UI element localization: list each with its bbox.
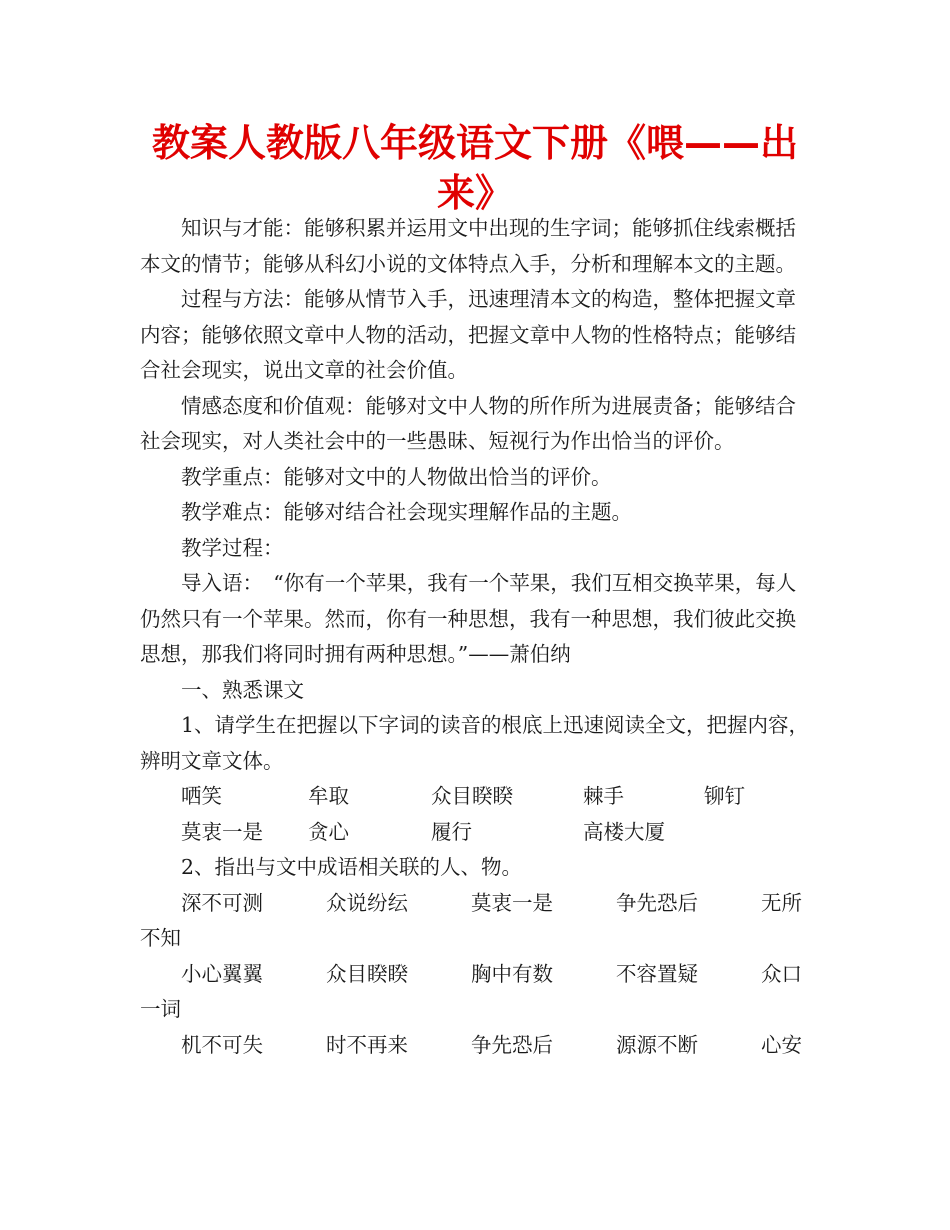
vocab-row	[140, 779, 812, 815]
vocab-word: 棘手	[583, 784, 624, 808]
idiom-row	[140, 1028, 812, 1064]
idiom: 众目睽睽	[326, 961, 408, 986]
objective-emotion: 情感态度和价值观：能够对文中人物的所作所为进展责备；能够结合社会现实，对人类社会中的一些愚昧、短视行为作出恰当的评价。	[140, 393, 796, 453]
task-2: 2、指出与文中成语相关联的人、物。	[181, 855, 523, 879]
idiom-continuation: 一词	[140, 997, 181, 1021]
idiom: 争先恐后	[616, 890, 698, 915]
idiom: 时不再来	[326, 1032, 408, 1057]
idiom: 源源不断	[616, 1032, 698, 1057]
idiom: 胸中有数	[471, 961, 553, 986]
idiom-row	[140, 957, 812, 993]
idiom: 众口	[761, 961, 802, 986]
document-title: 教案人教版八年级语文下册《喂——出来》	[151, 121, 798, 215]
document-body	[140, 211, 812, 1063]
vocab-word: 高楼大厦	[583, 819, 665, 844]
idiom: 深不可测	[181, 890, 263, 915]
objective-knowledge: 知识与才能：能够积累并运用文中出现的生字词；能够抓住线索概括本文的情节；能够从科幻小说的文体特点入手，分析和理解本文的主题。	[140, 216, 796, 276]
teaching-process-heading: 教学过程：	[181, 535, 284, 560]
vocab-word: 众目睽睽	[431, 784, 513, 808]
teaching-difficulty: 教学难点：能够对结合社会现实理解作品的主题。	[181, 500, 632, 524]
objective-process: 过程与方法：能够从情节入手，迅速理清本文的构造，整体把握文章内容；能够依照文章中人物的活动，把握文章中人物的性格特点；能够结合社会现实，说出文章的社会价值。	[140, 287, 796, 382]
idiom-row	[140, 886, 812, 922]
vocab-row	[140, 815, 812, 851]
idiom: 不容置疑	[616, 961, 698, 986]
intro-quote: 导入语： “你有一个苹果，我有一个苹果，我们互相交换苹果，每人仍然只有一个苹果。然而，你有一种思想，我有一种思想，我们彼此交换思想，那我们将同时拥有两种思想。”——萧伯纳	[140, 571, 797, 666]
vocab-word: 铆钉	[704, 784, 745, 808]
idiom: 小心翼翼	[181, 961, 263, 986]
section-heading-familiarize: 一、熟悉课文	[181, 677, 304, 702]
vocab-word: 履行	[431, 819, 472, 844]
idiom: 机不可失	[181, 1032, 263, 1057]
vocab-word: 牟取	[308, 784, 349, 808]
vocab-word: 莫衷一是	[181, 819, 263, 844]
idiom: 心安	[761, 1032, 802, 1057]
vocab-word: 贪心	[308, 819, 349, 844]
teaching-focus: 教学重点：能够对文中的人物做出恰当的评价。	[181, 464, 612, 489]
idiom: 无所	[761, 890, 802, 915]
task-1: 1、请学生在把握以下字词的读音的根底上迅速阅读全文，把握内容，辨明文章文体。	[140, 713, 810, 773]
idiom: 众说纷纭	[326, 890, 408, 915]
idiom-continuation: 不知	[140, 926, 181, 950]
idiom: 莫衷一是	[471, 890, 553, 915]
idiom: 争先恐后	[471, 1032, 553, 1057]
vocab-word: 哂笑	[181, 784, 222, 808]
